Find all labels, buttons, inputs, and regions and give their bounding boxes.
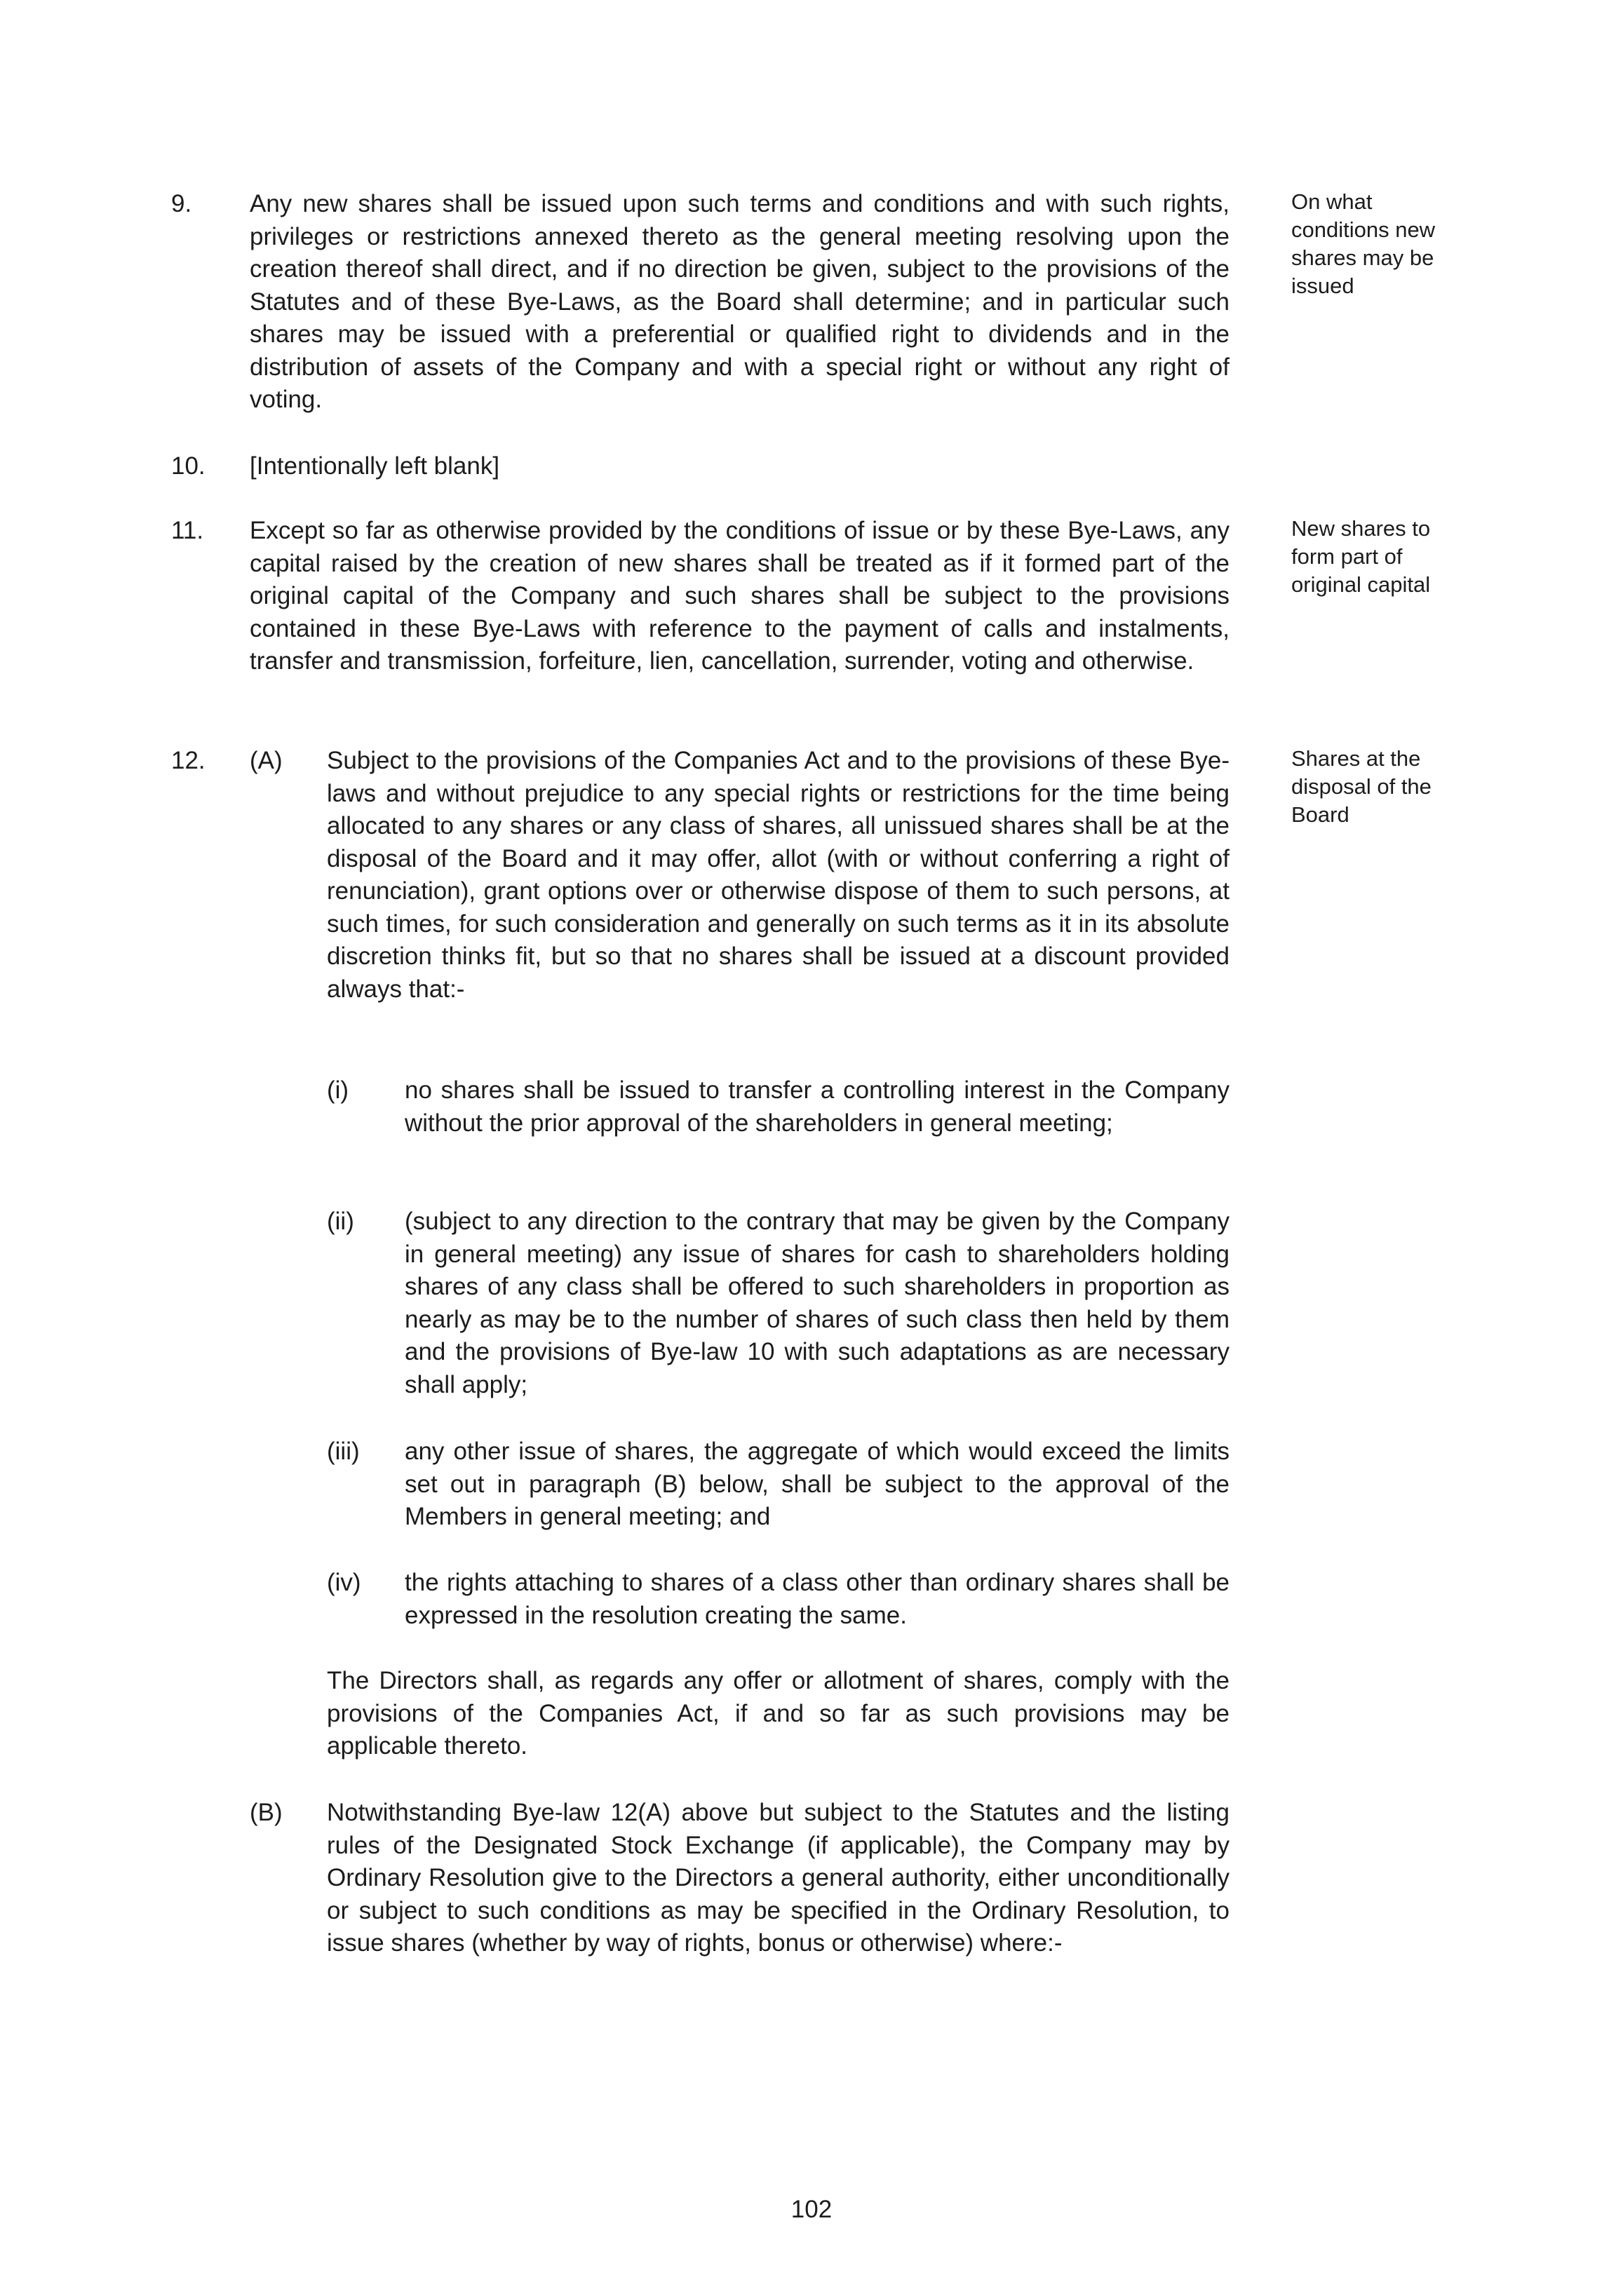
- clause-text: Except so far as otherwise provided by the conditions of issue or by these Bye-Laws, any capital raised by the creation of new shares shall be treated as if it formed part of the original capital of the Company and such shares shall be subject to the provisions contained in these Bye-Laws with reference to the payment of calls and instalments, transfer and transmission, forfeiture, lien, cancellation, surrender, voting and otherwise.: [250, 517, 1230, 675]
- subclause-label: (B): [250, 1799, 283, 1826]
- clause-number: 11.: [171, 517, 204, 544]
- margin-note: On what conditions new shares may be issued: [1291, 189, 1436, 298]
- clause-number: 9.: [171, 190, 192, 217]
- clause-number: 10.: [171, 452, 206, 480]
- clause-number: 12.: [171, 747, 206, 774]
- item-label: (ii): [327, 1208, 354, 1235]
- item-text: no shares shall be issued to transfer a controlling interest in the Company without the prior approval of the shareholders in general meeting;: [405, 1076, 1230, 1137]
- item-text: any other issue of shares, the aggregate of which would exceed the limits set out in paragraph (B) below, shall be subject to the approval of the Members in general meeting; and: [405, 1438, 1230, 1530]
- page-number: 102: [790, 2196, 833, 2223]
- clause-text: Any new shares shall be issued upon such terms and conditions and with such rights, privileges or restrictions annexed thereto as the general meeting resolving upon the creation thereof shall direct, and if no direction be given, subject to the provisions of the Statutes and of these Bye-Laws, as the Board shall determine; and in particular such shares may be issued with a preferential or qualified right to dividends and in the distribution of assets of the Company and with a special right or without any right of voting.: [250, 190, 1230, 413]
- margin-note: Shares at the disposal of the Board: [1291, 746, 1432, 827]
- item-label: (iv): [327, 1569, 361, 1596]
- margin-note: New shares to form part of original capital: [1291, 516, 1431, 597]
- item-text: the rights attaching to shares of a class other than ordinary shares shall be expressed in the resolution creating the same.: [405, 1569, 1230, 1629]
- item-label: (i): [327, 1076, 349, 1104]
- subclause-text: Notwithstanding Bye-law 12(A) above but subject to the Statutes and the listing rules of the Designated Stock Exchange (if applicable), the Company may by Ordinary Resolution give to the Directors a general authority, either unconditionally or subject to such conditions as may be specified in the Ordinary Resolution, to issue shares (whether by way of rights, bonus or otherwise) where:-: [327, 1799, 1230, 1957]
- clause-text: [Intentionally left blank]: [250, 452, 500, 480]
- subclause-closing-text: The Directors shall, as regards any offer or allotment of shares, comply with the provisions of the Companies Act, if and so far as such provisions may be applicable thereto.: [327, 1667, 1230, 1760]
- item-label: (iii): [327, 1438, 360, 1465]
- subclause-text: Subject to the provisions of the Companies Act and to the provisions of these Bye-laws and without prejudice to any special rights or restrictions for the time being allocated to any shares or any class of shares, all unissued shares shall be at the disposal of the Board and it may offer, allot (with or without conferring a right of renunciation), grant options over or otherwise dispose of them to such persons, at such times, for such consideration and generally on such terms as it in its absolute discretion thinks fit, but so that no shares shall be issued at a discount provided always that:-: [327, 747, 1230, 1003]
- item-text: (subject to any direction to the contrary that may be given by the Company in general meeting) any issue of shares for cash to shareholders holding shares of any class shall be offered to such shareholders in proportion as nearly as may be to the number of shares of such class then held by them and the provisions of Bye-law 10 with such adaptations as are necessary shall apply;: [405, 1208, 1230, 1398]
- subclause-label: (A): [250, 747, 283, 774]
